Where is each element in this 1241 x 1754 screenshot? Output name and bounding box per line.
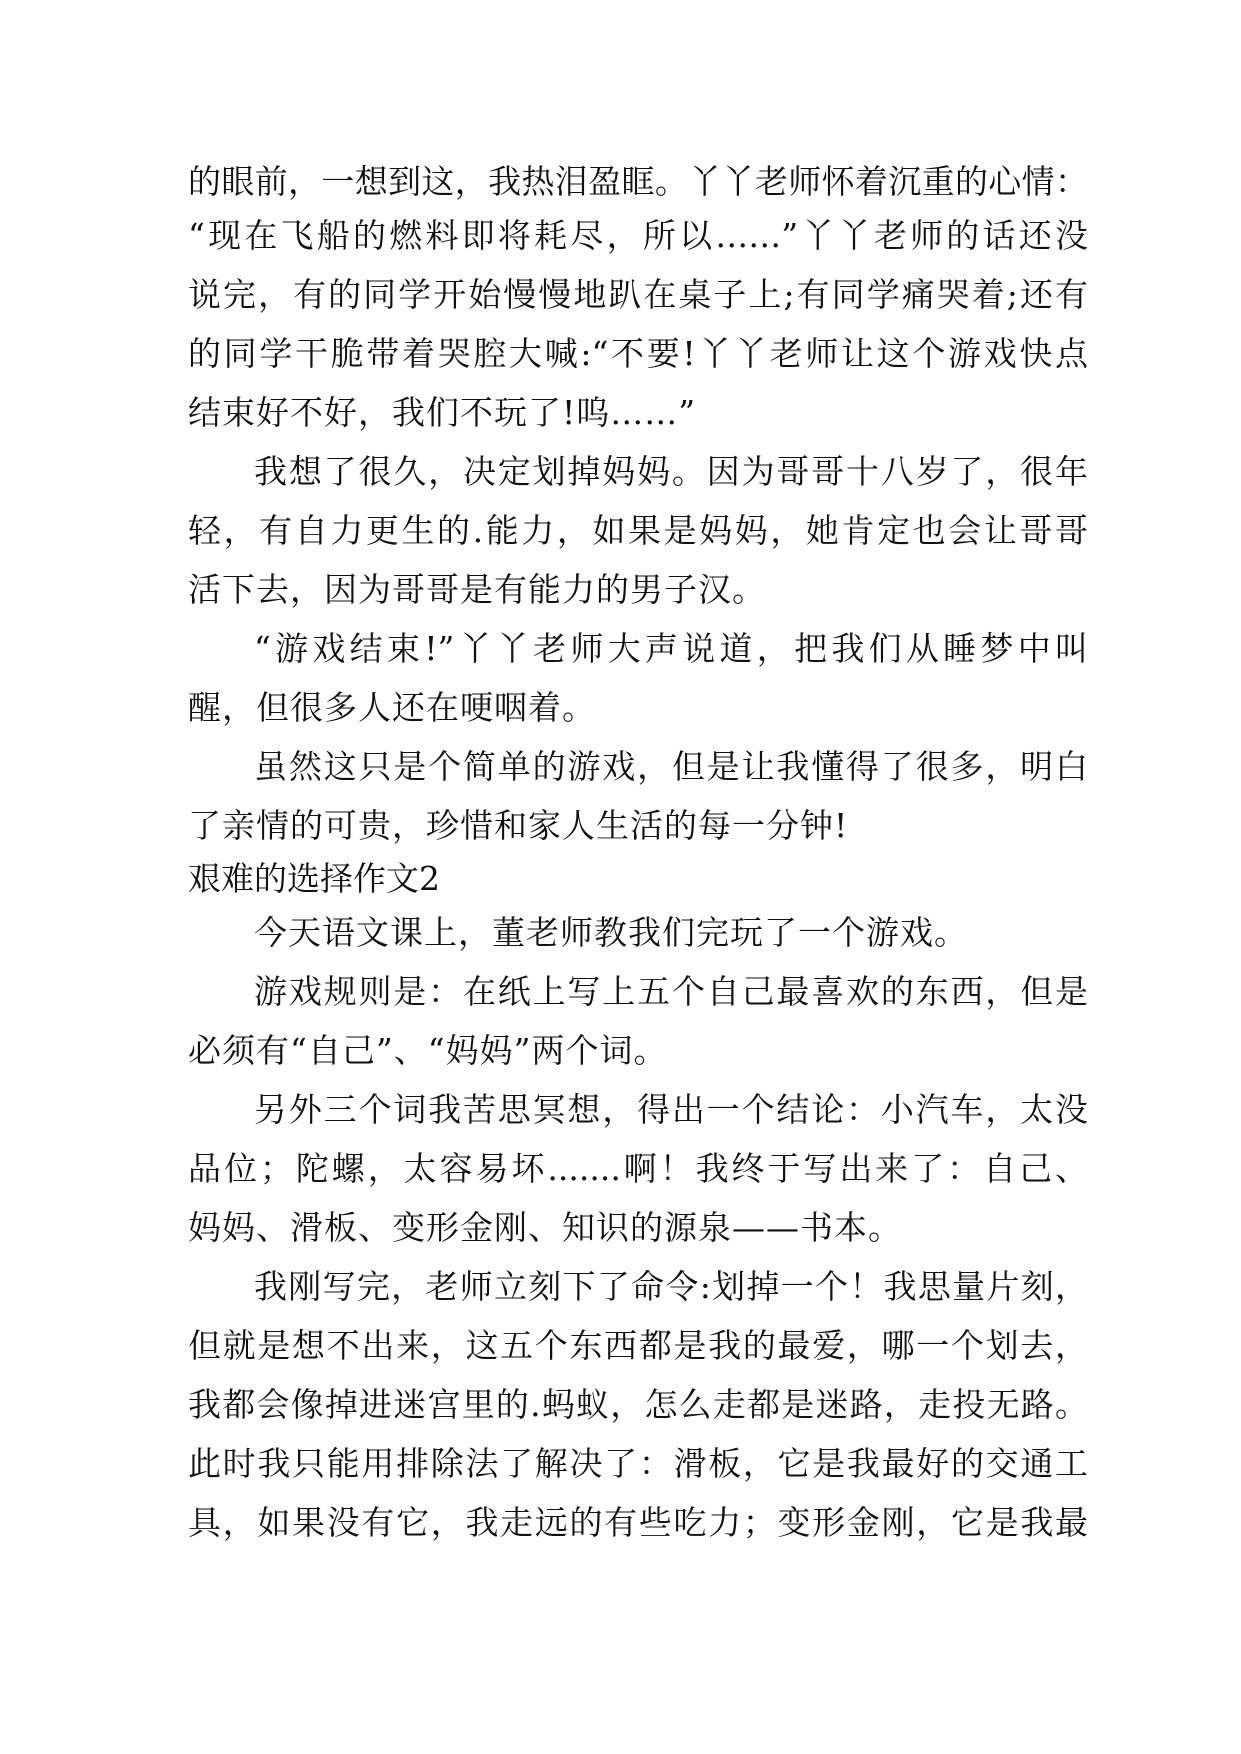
text-line: 说完，有的同学开始慢慢地趴在桌子上;有同学痛哭着;还有 [188, 275, 1088, 314]
text-line: 妈妈、滑板、变形金刚、知识的源泉——书本。 [188, 1208, 902, 1247]
text-line: 的同学干脆带着哭腔大喊:“不要!丫丫老师让这个游戏快点 [188, 334, 1088, 373]
text-line: 结束好不好，我们不玩了!呜……” [188, 393, 697, 432]
text-line: 今天语文课上，董老师教我们完玩了一个游戏。 [254, 913, 968, 952]
text-line: 了亲情的可贵，珍惜和家人生活的每一分钟! [188, 806, 849, 845]
text-line: 的眼前，一想到这，我热泪盈眶。丫丫老师怀着沉重的心情： [188, 162, 1088, 201]
text-line: 醒，但很多人还在哽咽着。 [188, 688, 596, 727]
article-body [188, 158, 1088, 1552]
text-line: “现在飞船的燃料即将耗尽，所以……”丫丫老师的话还没 [188, 216, 1088, 255]
text-line: 但就是想不出来，这五个东西都是我的最爱，哪一个划去， [188, 1326, 1088, 1365]
text-line: “游戏结束!”丫丫老师大声说道，把我们从睡梦中叫 [254, 629, 1088, 668]
text-line: 我都会像掉进迷宫里的.蚂蚁，怎么走都是迷路，走投无路。 [188, 1385, 1088, 1424]
text-line: 必须有“自己”、“妈妈”两个词。 [188, 1031, 668, 1070]
section-title: 艰难的选择作文2 [188, 859, 440, 898]
text-line: 我刚写完，老师立刻下了命令:划掉一个！我思量片刻， [254, 1267, 1088, 1306]
text-line: 虽然这只是个简单的游戏，但是让我懂得了很多，明白 [254, 747, 1088, 786]
text-line: 我想了很久，决定划掉妈妈。因为哥哥十八岁了，很年 [254, 452, 1088, 491]
text-line: 另外三个词我苦思冥想，得出一个结论：小汽车，太没 [254, 1090, 1088, 1129]
text-line: 品位；陀螺，太容易坏.......啊！我终于写出来了：自己、 [188, 1149, 1088, 1188]
text-line: 活下去，因为哥哥是有能力的男子汉。 [188, 570, 766, 609]
text-line: 具，如果没有它，我走远的有些吃力；变形金刚，它是我最 [188, 1503, 1088, 1542]
text-line: 此时我只能用排除法了解决了：滑板，它是我最好的交通工 [188, 1444, 1088, 1483]
text-line: 游戏规则是：在纸上写上五个自己最喜欢的东西，但是 [254, 972, 1088, 1011]
text-line: 轻，有自力更生的.能力，如果是妈妈，她肯定也会让哥哥 [188, 511, 1088, 550]
